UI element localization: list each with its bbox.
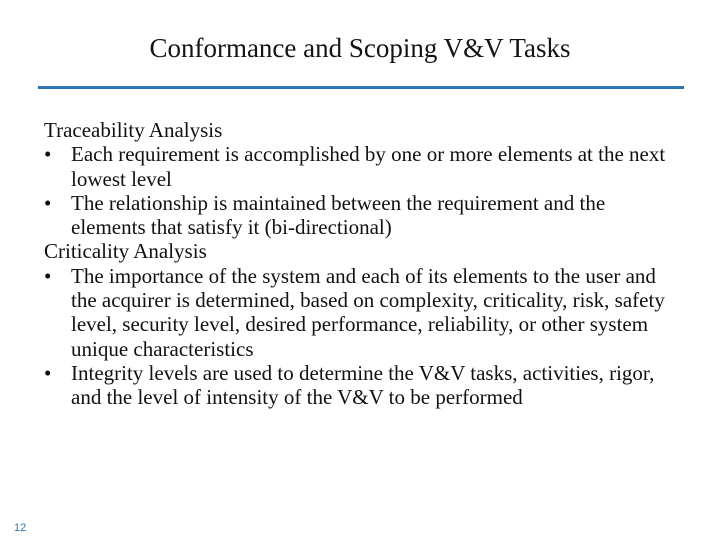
slide-body xyxy=(44,118,684,410)
bullet-item xyxy=(44,361,684,410)
bullet-icon: • xyxy=(44,142,52,167)
bullet-list xyxy=(44,264,684,410)
bullet-item xyxy=(44,142,684,191)
bullet-icon: • xyxy=(44,190,52,215)
bullet-text: Each requirement is accomplished by one or more elements at the next lowest level xyxy=(71,142,666,191)
slide-title: Conformance and Scoping V&V Tasks xyxy=(149,33,571,63)
bullet-list xyxy=(44,142,684,239)
bullet-text: Integrity levels are used to determine the V&V tasks, activities, rigor, and the level of intensity of the V&V to be performed xyxy=(71,360,655,410)
bullet-icon: • xyxy=(44,263,52,288)
bullet-text: The relationship is maintained between the requirement and the elements that satisfy it (bi-directional) xyxy=(71,190,606,240)
bullet-icon: • xyxy=(44,360,52,385)
section-criticality xyxy=(44,239,684,409)
section-heading: Traceability Analysis xyxy=(44,118,223,142)
section-heading: Criticality Analysis xyxy=(44,239,207,264)
bullet-text: The importance of the system and each of its elements to the user and the acquirer is determined, based on complexity, criticality, risk, safety level, security level, desired performance, reliability, or other system unique characteristics xyxy=(71,263,665,361)
section-traceability xyxy=(44,118,684,239)
title-divider xyxy=(38,86,684,89)
page-number: 12 xyxy=(14,522,27,534)
bullet-item xyxy=(44,264,684,361)
bullet-item xyxy=(44,191,684,240)
